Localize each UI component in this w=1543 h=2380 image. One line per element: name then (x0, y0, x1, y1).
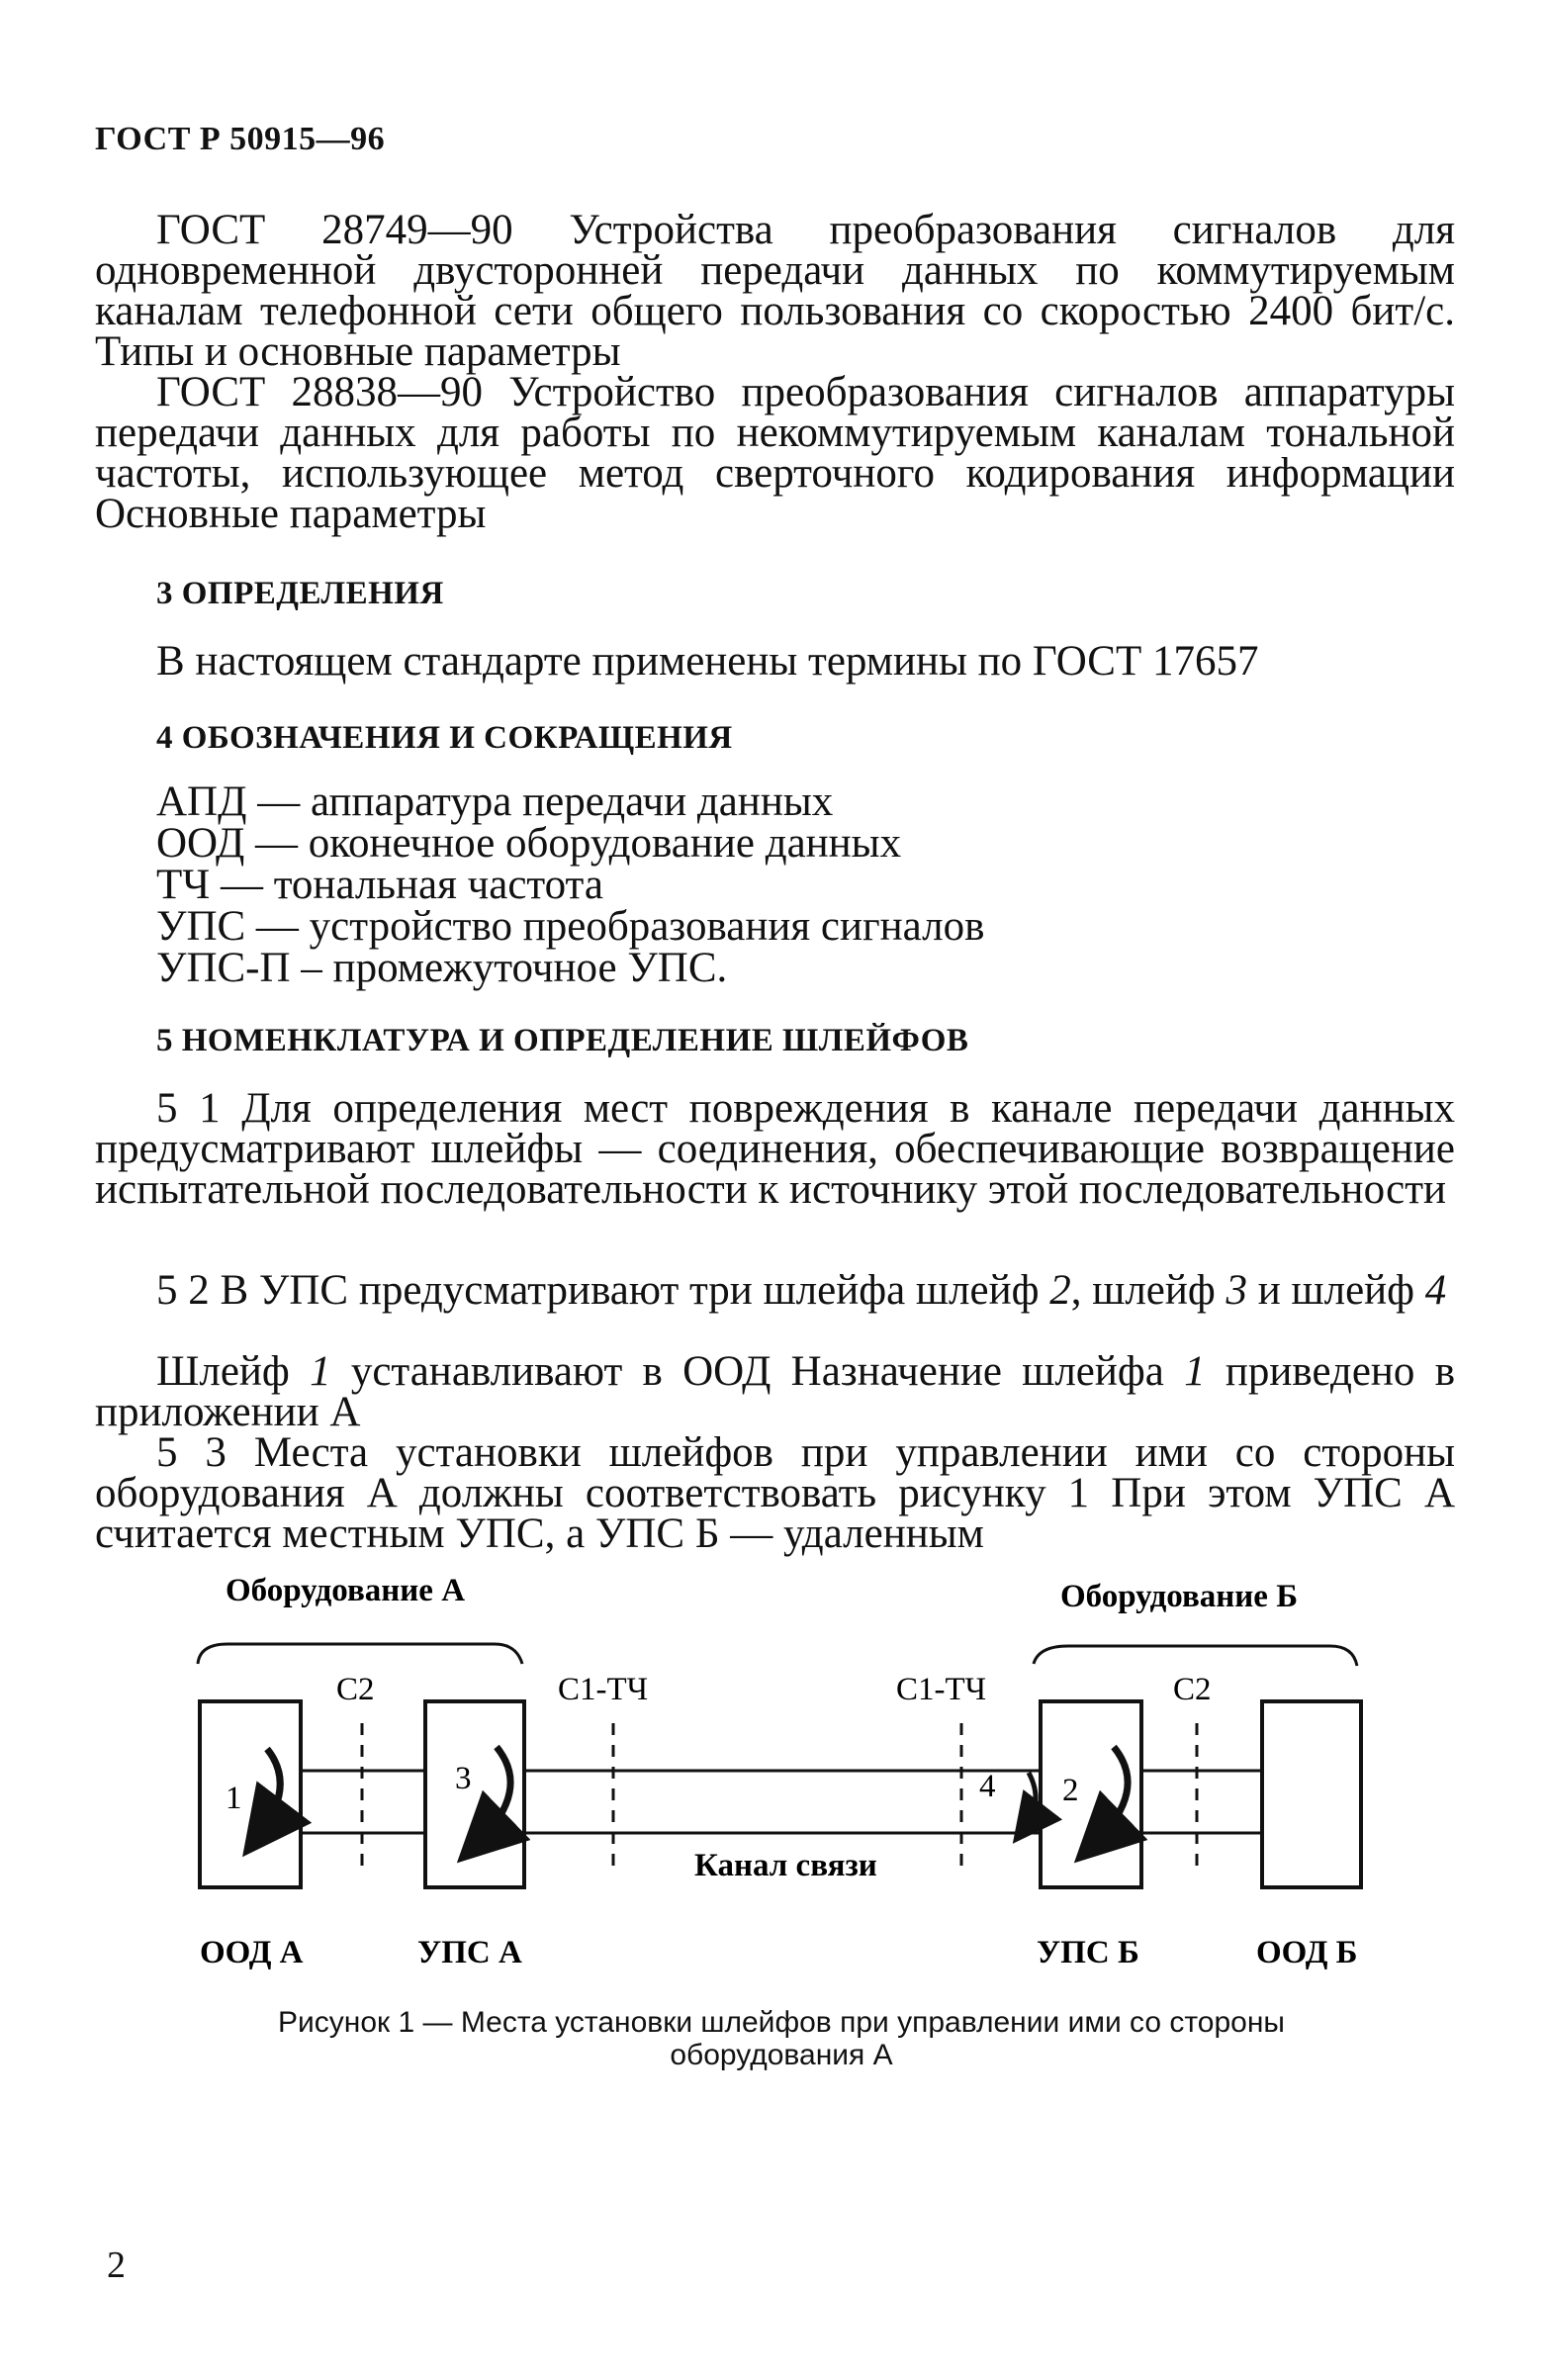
interface-c1-left: С1-ТЧ (558, 1672, 649, 1707)
equipment-b-brace (1034, 1646, 1357, 1666)
section-3-text: В настоящем стандарте применены термины по ГОСТ 17657 (156, 638, 1259, 685)
ood-a-box (200, 1701, 301, 1887)
abbreviation-item: АПД — аппаратура передачи данных (156, 778, 834, 825)
interface-c2-left: С2 (336, 1672, 375, 1707)
page-number: 2 (107, 2244, 126, 2286)
reference-gost-28749: ГОСТ 28749—90 Устройства преобразования сигналов для одновременной двусторонней передачи данных по коммутируемым каналам телефонной сети общего пользования со скоростью 2400 бит/с. Типы и основные параметры (95, 207, 1455, 375)
section-5-3-text: 5 3 Места установки шлейфов при управлении ими со стороны оборудования А должны соответствовать рисунку 1 При этом УПС А считается местным УПС, а УПС Б — удаленным (95, 1429, 1455, 1557)
abbreviation-item: ООД — оконечное оборудование данных (156, 820, 902, 867)
figure-caption: Рисунок 1 — Места установки шлейфов при управлении ими со стороны оборудования А (278, 2006, 1285, 2071)
channel-label: Канал связи (694, 1848, 877, 1883)
section-3-heading: 3 ОПРЕДЕЛЕНИЯ (156, 576, 444, 611)
document-header: ГОСТ Р 50915—96 (95, 121, 386, 157)
abbreviation-item: ТЧ — тональная частота (156, 862, 603, 908)
section-5-1-text: 5 1 Для определения мест повреждения в канале передачи данных предусматривают шлейфы — соединения, обеспечивающие возвращение испытательной последовательности к источнику этой последовательности (95, 1085, 1455, 1213)
section-5-heading: 5 НОМЕНКЛАТУРА И ОПРЕДЕЛЕНИЕ ШЛЕЙФОВ (156, 1023, 969, 1058)
loop-2-label: 2 (1062, 1773, 1079, 1808)
ood-a-label: ООД А (200, 1935, 304, 1970)
abbreviation-item: УПС — устройство преобразования сигналов (156, 903, 985, 950)
reference-gost-28838: ГОСТ 28838—90 Устройство преобразования сигналов аппаратуры передачи данных для работы по некоммутируемым каналам тональной частоты, использующее метод сверточного кодирования информации Основные параметры (95, 369, 1455, 537)
interface-c1-right: С1-ТЧ (896, 1672, 987, 1707)
abbreviation-item: УПС-П – промежуточное УПС. (156, 945, 728, 991)
abbreviation-list (156, 778, 985, 991)
equipment-a-label: Оборудование А (226, 1573, 466, 1608)
loop-4-arrow (1025, 1773, 1036, 1828)
loop-3-label: 3 (455, 1761, 472, 1796)
section-4-heading: 4 ОБОЗНАЧЕНИЯ И СОКРАЩЕНИЯ (156, 720, 733, 756)
interface-c2-right: С2 (1173, 1672, 1212, 1707)
section-5-2-loop1-text: Шлейф 1 устанавливают в ООД Назначение шлейфа 1 приведено в приложении А (95, 1348, 1455, 1435)
loop-diagram (0, 1563, 1543, 1978)
equipment-a-brace (198, 1644, 522, 1664)
ups-b-label: УПС Б (1037, 1935, 1139, 1970)
ood-b-label: ООД Б (1256, 1935, 1358, 1970)
section-5-2-text: 5 2 В УПС предусматривают три шлейфа шлейф 2, шлейф 3 и шлейф 4 (156, 1267, 1447, 1314)
equipment-b-label: Оборудование Б (1060, 1579, 1299, 1614)
ood-b-box (1262, 1701, 1361, 1887)
ups-a-label: УПС А (417, 1935, 522, 1970)
loop-1-label: 1 (226, 1781, 242, 1816)
loop-4-label: 4 (979, 1769, 996, 1804)
